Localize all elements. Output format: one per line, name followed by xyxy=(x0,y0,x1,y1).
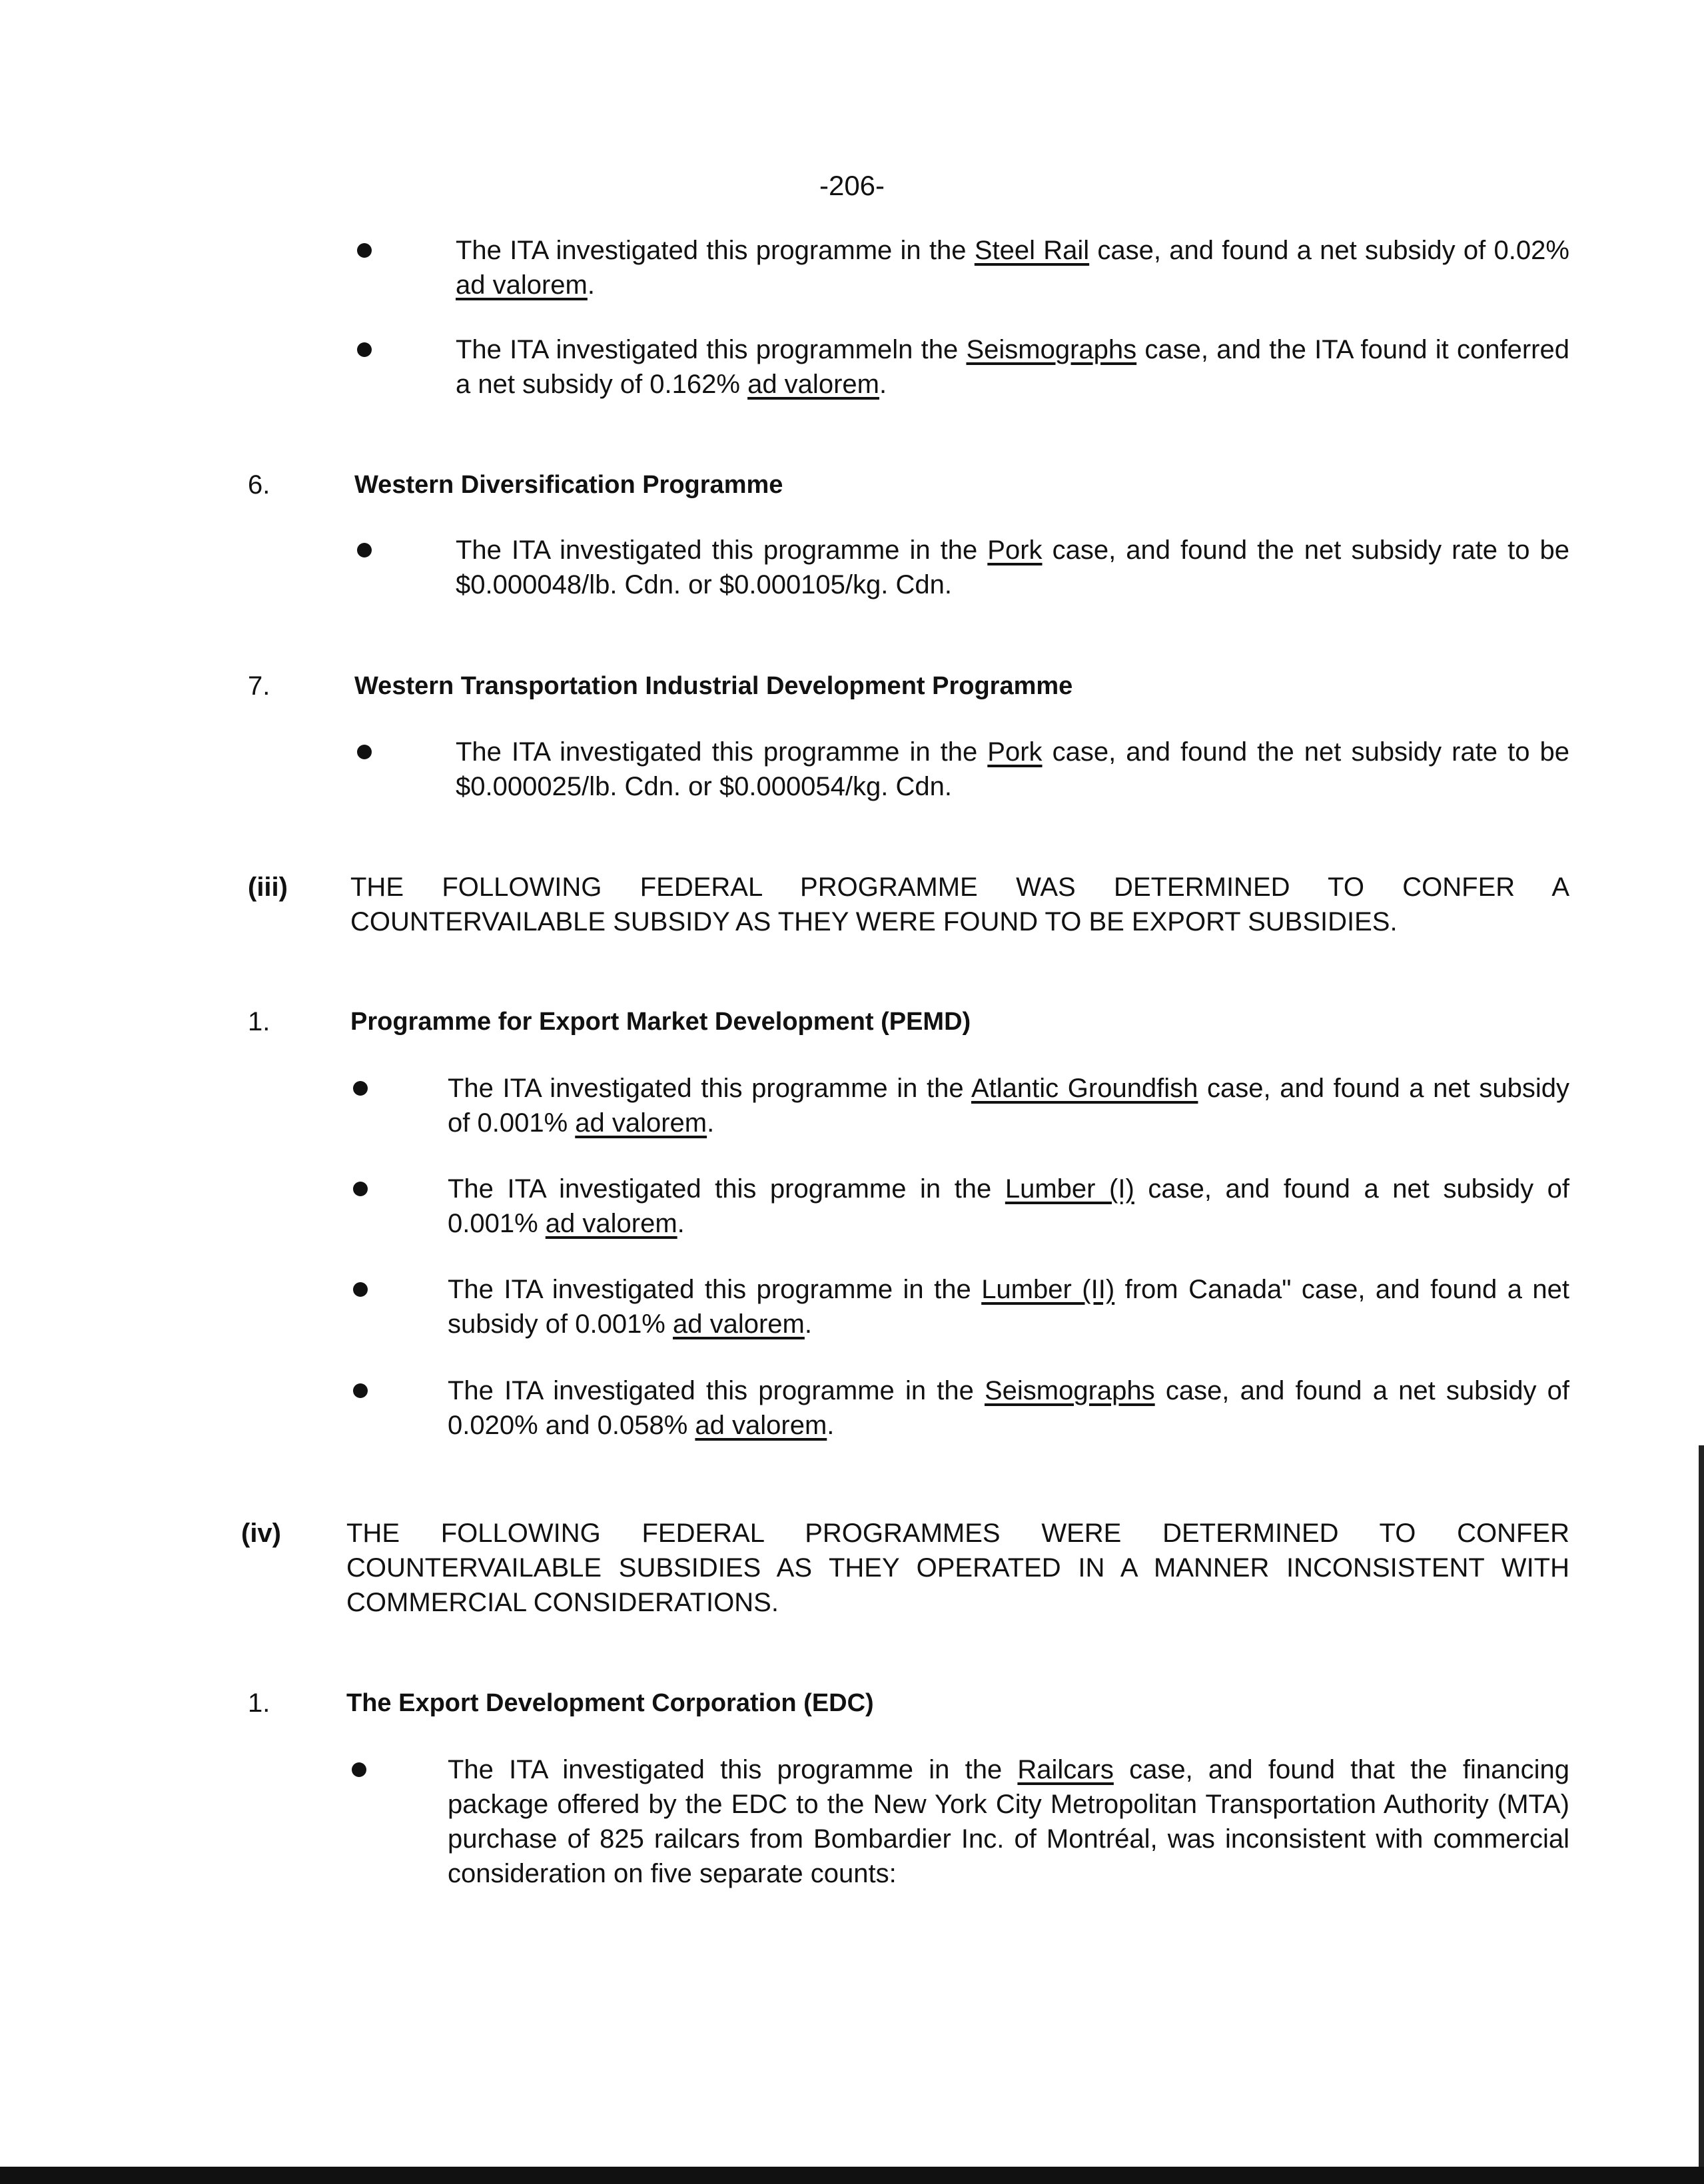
bullet-text-pre: The ITA investigated this programme in the xyxy=(448,1174,1005,1204)
bullet-icon xyxy=(353,1182,368,1196)
case-name: Lumber (II) xyxy=(981,1275,1115,1304)
bullet-pork-western-diversification xyxy=(456,533,1569,602)
bullet-lumber-ii xyxy=(448,1272,1569,1341)
ad-valorem-term: ad valorem xyxy=(695,1411,827,1440)
bullet-text-pre: The ITA investigated this programme in the xyxy=(456,536,988,565)
bullet-railcars xyxy=(448,1752,1569,1891)
case-name: Atlantic Groundfish xyxy=(971,1074,1198,1103)
bullet-text-end: . xyxy=(827,1411,835,1440)
ad-valorem-term: ad valorem xyxy=(747,370,879,399)
bullet-text-pre: The ITA investigated this programmeln the xyxy=(456,335,967,364)
bullet-text-pre: The ITA investigated this programme in the xyxy=(456,236,975,265)
part-heading-line: COMMERCIAL CONSIDERATIONS. xyxy=(346,1588,779,1617)
item-heading: Western Diversification Programme xyxy=(354,471,783,499)
bullet-text-end: . xyxy=(677,1209,685,1238)
bullet-text-pre: The ITA investigated this programme in the xyxy=(448,1074,971,1103)
ad-valorem-term: ad valorem xyxy=(456,270,588,300)
ad-valorem-term: ad valorem xyxy=(673,1309,805,1339)
page-number: -206- xyxy=(819,170,885,201)
ad-valorem-term: ad valorem xyxy=(545,1209,677,1238)
part-heading-line: THE FOLLOWING FEDERAL PROGRAMMES WERE DETERMINED TO CONFER xyxy=(346,1519,1569,1548)
bullet-text-post: case, and found that the financing package offered by the EDC to the New York City Metropolitan Transportation Authority (MTA) purchase of 825 railcars from Bombardier Inc. of Montréal, was inconsistent with commercial consideration on five separate counts: xyxy=(448,1755,1569,1888)
item-heading: Western Transportation Industrial Development Programme xyxy=(354,672,1073,700)
bullet-text-pre: The ITA investigated this programme in the xyxy=(456,737,988,767)
bullet-icon xyxy=(353,1081,368,1096)
part-heading-line: COUNTERVAILABLE SUBSIDY AS THEY WERE FOUND TO BE EXPORT SUBSIDIES. xyxy=(350,907,1398,936)
bullet-text-end: . xyxy=(804,1309,812,1339)
scan-edge-shadow xyxy=(1699,1445,1704,2171)
bullet-seismographs-pemd xyxy=(448,1373,1569,1443)
bullet-pork-western-transportation xyxy=(456,735,1569,804)
bullet-text-pre: The ITA investigated this programme in the xyxy=(448,1755,1018,1784)
part-heading-line: COUNTERVAILABLE SUBSIDIES AS THEY OPERATED IN A MANNER INCONSISTENT WITH xyxy=(346,1553,1569,1583)
item-number: 6. xyxy=(248,470,270,500)
item-number: 1. xyxy=(248,1688,270,1718)
bullet-text-post: case, and found the net subsidy rate to be $0.000048/lb. Cdn. or $0.000105/kg. Cdn. xyxy=(456,536,1569,599)
bullet-text-post: case, and found a net subsidy of 0.001% xyxy=(448,1174,1569,1238)
bullet-icon xyxy=(357,745,372,759)
bullet-seismographs xyxy=(456,332,1569,402)
bullet-icon xyxy=(357,543,372,557)
bullet-text-pre: The ITA investigated this programme in the xyxy=(448,1275,982,1304)
item-heading: The Export Development Corporation (EDC) xyxy=(346,1689,874,1717)
item-heading: Programme for Export Market Development (PEMD) xyxy=(350,1008,971,1036)
item-number: 7. xyxy=(248,671,270,701)
bullet-text-end: . xyxy=(707,1108,715,1138)
part-label: (iv) xyxy=(241,1519,281,1548)
case-name: Railcars xyxy=(1017,1755,1114,1784)
bullet-atlantic-groundfish xyxy=(448,1071,1569,1140)
case-name: Seismographs xyxy=(984,1376,1155,1405)
bullet-text-post: case, and found the net subsidy rate to be $0.000025/lb. Cdn. or $0.000054/kg. Cdn. xyxy=(456,737,1569,801)
case-name: Lumber (I) xyxy=(1005,1174,1134,1204)
bullet-icon xyxy=(353,1282,368,1297)
case-name: Pork xyxy=(987,737,1043,767)
ad-valorem-term: ad valorem xyxy=(575,1108,707,1138)
bullet-icon xyxy=(357,243,372,258)
item-number: 1. xyxy=(248,1007,270,1036)
part-label: (iii) xyxy=(248,873,288,902)
bullet-text-post: from Canada" case, and found a net subsidy of 0.001% xyxy=(448,1275,1570,1339)
bullet-text-post: case, and the ITA found it conferred a net subsidy of 0.162% xyxy=(456,335,1569,399)
case-name: Steel Rail xyxy=(974,236,1090,265)
bullet-steel-rail xyxy=(456,233,1569,302)
bullet-icon xyxy=(353,1383,368,1398)
case-name: Pork xyxy=(987,536,1043,565)
scan-bottom-border xyxy=(0,2167,1704,2184)
bullet-icon xyxy=(352,1762,366,1777)
case-name: Seismographs xyxy=(966,335,1137,364)
bullet-text-post: case, and found a net subsidy of 0.02% xyxy=(1089,236,1569,265)
bullet-text-post: case, and found a net subsidy of 0.001% xyxy=(448,1074,1569,1138)
bullet-icon xyxy=(357,342,372,357)
part-heading-line: THE FOLLOWING FEDERAL PROGRAMME WAS DETERMINED TO CONFER A xyxy=(350,873,1569,902)
bullet-lumber-i xyxy=(448,1172,1569,1241)
bullet-text-end: . xyxy=(587,270,595,300)
bullet-text-end: . xyxy=(879,370,887,399)
bullet-text-pre: The ITA investigated this programme in the xyxy=(448,1376,985,1405)
bullet-text-post: case, and found a net subsidy of 0.020% and 0.058% xyxy=(448,1376,1569,1440)
